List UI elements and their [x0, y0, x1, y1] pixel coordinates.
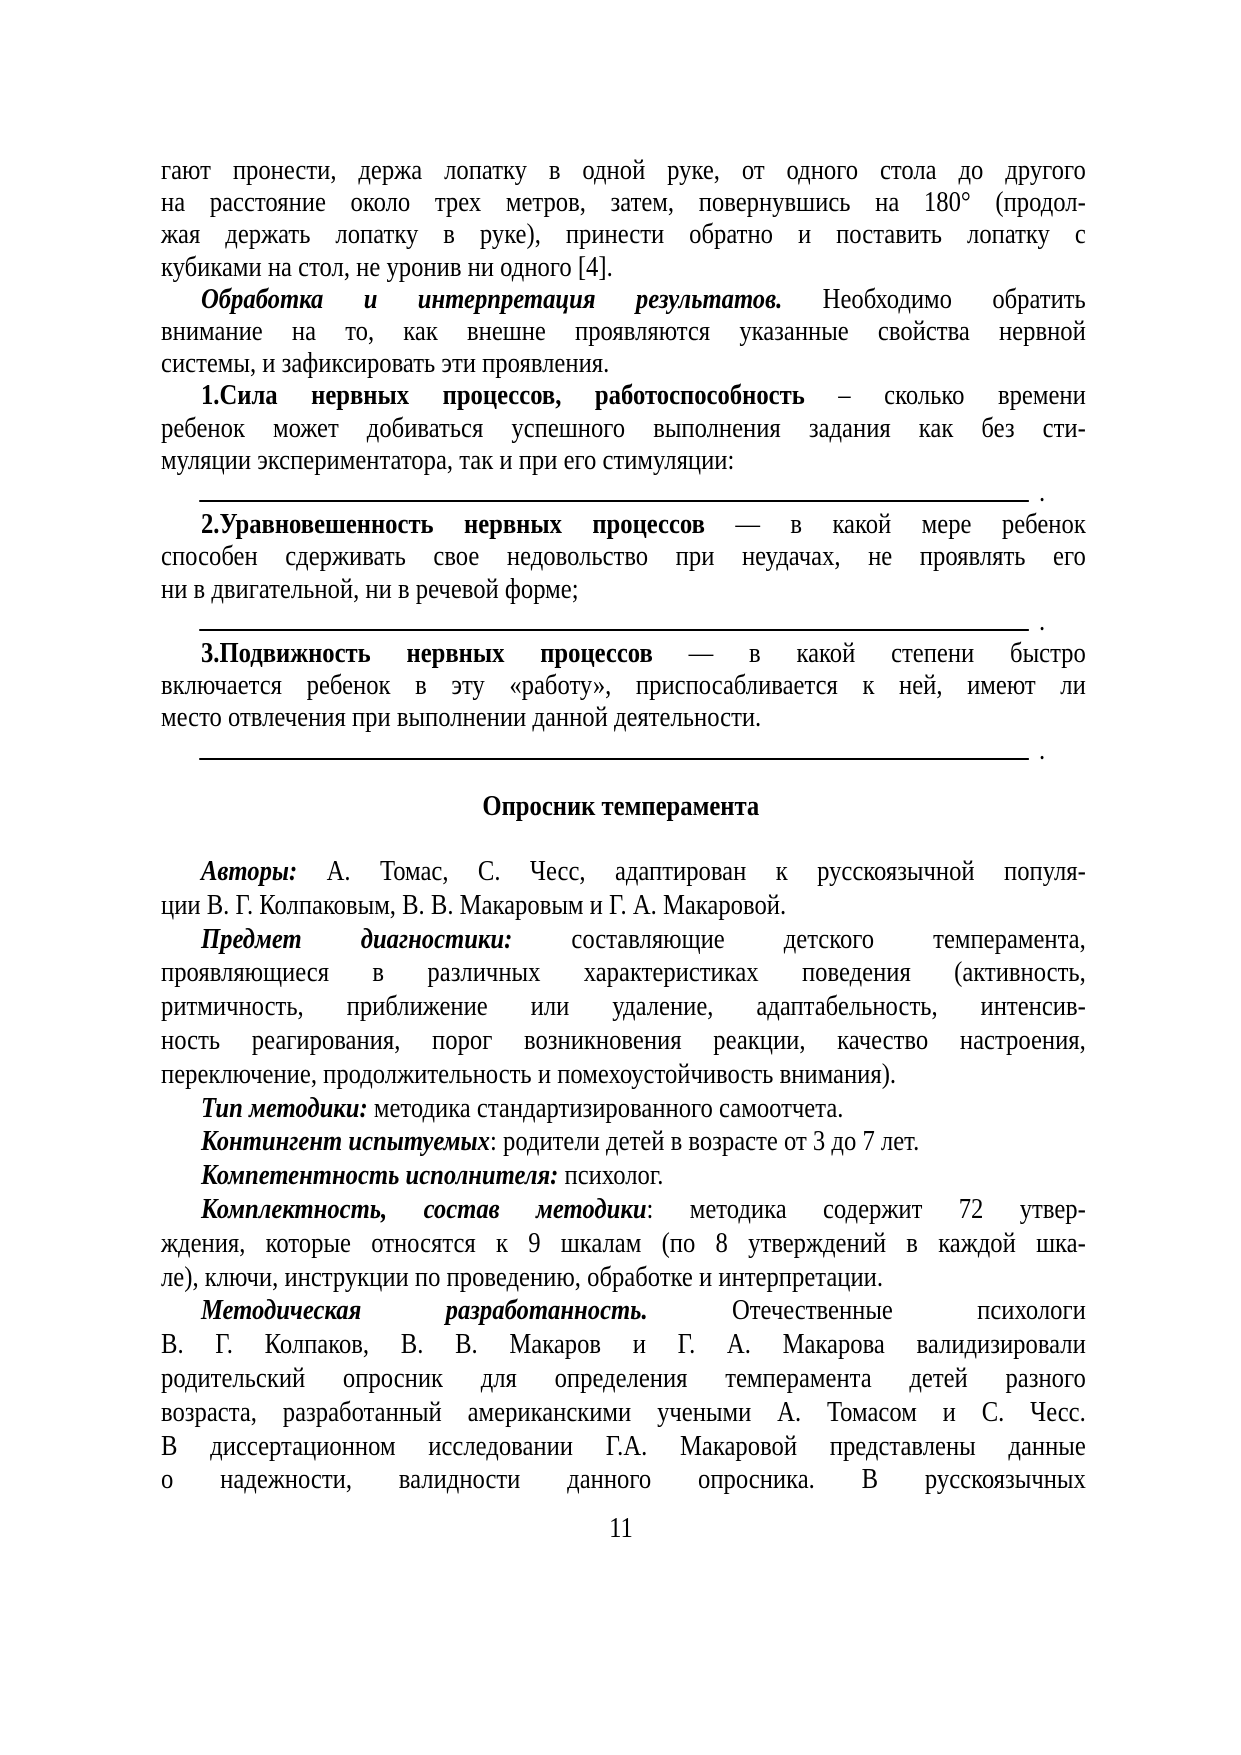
text-line [161, 923, 1086, 957]
text-line [161, 889, 1086, 923]
paragraph [161, 637, 1086, 734]
emphasized-run: Тип методики: [200, 1091, 368, 1124]
text-line [161, 540, 1086, 572]
text-line [161, 1125, 1086, 1159]
text-line [161, 669, 1086, 701]
text-line [161, 508, 1086, 540]
emphasized-run: Предмет диагностики: [200, 922, 513, 955]
text-run: — в какой мере ребенок [704, 508, 1086, 541]
text-run: ритмичность, приближение или удаление, адаптабельность, интенсив- [161, 990, 1086, 1023]
text-line [161, 412, 1086, 444]
text-run: на расстояние около трех метров, затем, повернувшись на 180° (продол- [161, 186, 1086, 219]
text-run: способен сдерживать свое недовольство при неудачах, не проявлять его [161, 540, 1086, 573]
text-line [161, 1430, 1086, 1464]
text-run: В. Г. Колпаков, В. В. Макаров и Г. А. Макарова валидизировали [161, 1328, 1086, 1361]
text-run: Необходимо обратить [782, 282, 1086, 315]
text-run: ле), ключи, инструкции по проведению, обработке и интерпретации. [161, 1260, 884, 1293]
emphasized-run: Компетентность исполнителя: [200, 1159, 559, 1192]
text-run: переключение, продолжительность и помехоустойчивость внимания). [161, 1057, 897, 1090]
text-line [161, 315, 1086, 347]
blank-end-punctuation: . [1039, 604, 1046, 637]
paragraph [161, 1193, 1086, 1294]
emphasized-run: 1.Сила нервных процессов, работоспособность [200, 379, 805, 412]
emphasized-run: Комплектность, состав методики [200, 1192, 647, 1225]
text-line [161, 347, 1086, 379]
text-line [161, 379, 1086, 411]
text-run: о надежности, валидности данного опросника. В русскоязычных [161, 1463, 1086, 1496]
text-run: методика стандартизированного самоотчета. [367, 1091, 844, 1124]
text-line [161, 990, 1086, 1024]
paragraph [161, 1294, 1086, 1497]
emphasized-run: Контингент испытуемых [200, 1125, 490, 1158]
emphasized-run: Методическая разработанность. [200, 1294, 648, 1327]
text-line [161, 251, 1086, 283]
text-run: гают пронести, держа лопатку в одной руке, от одного стола до другого [161, 154, 1086, 186]
text-line [161, 956, 1086, 990]
body-text-top [161, 154, 1086, 766]
text-run: — в какой степени быстро [652, 637, 1086, 670]
text-run: муляции экспериментатора, так и при его стимуляции: [161, 443, 735, 476]
page-number-text: 11 [608, 1512, 633, 1544]
paragraph [161, 923, 1086, 1092]
text-run: ность реагирования, порог возникновения реакции, качество настроения, [161, 1023, 1086, 1056]
emphasized-run: 3.Подвижность нервных процессов [200, 637, 653, 670]
text-run: включается ребенок в эту «работу», приспосабливается к ней, имеют ли [161, 669, 1086, 702]
text-line [161, 1294, 1086, 1328]
paragraph [161, 1159, 1086, 1193]
fill-in-rule [199, 629, 1029, 631]
text-line [161, 1092, 1086, 1126]
text-run: системы, и зафиксировать эти проявления. [161, 347, 610, 380]
text-run: ребенок может добиваться успешного выполнения задания как без сти- [161, 411, 1086, 444]
paragraph [161, 1092, 1086, 1126]
text-run: ждения, которые относятся к 9 шкалам (по 8 утверждений в каждой шка- [161, 1226, 1086, 1259]
text-run: : методика содержит 72 утвер- [646, 1192, 1086, 1225]
text-line [161, 573, 1086, 605]
answer-blank-line [161, 605, 1086, 637]
text-line [161, 1193, 1086, 1227]
text-run: – сколько времени [804, 379, 1086, 412]
blank-end-punctuation: . [1039, 476, 1046, 509]
text-run: проявляющиеся в различных характеристиках поведения (активность, [161, 956, 1086, 989]
text-run: кубиками на стол, не уронив ни одного [4]. [161, 250, 613, 283]
text-line [161, 218, 1086, 250]
text-run: ни в двигательной, ни в речевой форме; [161, 572, 579, 605]
text-run: жая держать лопатку в руке), принести обратно и поставить лопатку с [161, 218, 1086, 251]
answer-blank-line [161, 734, 1086, 766]
text-run: возраста, разработанный американскими учеными А. Томасом и С. Чесс. [161, 1395, 1086, 1428]
text-run: ции В. Г. Колпаковым, В. В. Макаровым и Г. А. Макаровой. [161, 888, 787, 921]
section-heading-text: Опросник темперамента [482, 790, 759, 822]
text-run: место отвлечения при выполнении данной деятельности. [161, 701, 762, 734]
fill-in-rule [199, 500, 1029, 502]
text-line [161, 1463, 1086, 1497]
paragraph [161, 1125, 1086, 1159]
text-line [161, 444, 1086, 476]
text-line [161, 1227, 1086, 1261]
text-line [161, 1261, 1086, 1295]
text-run: составляющие детского темперамента, [512, 922, 1086, 955]
text-line [161, 1159, 1086, 1193]
text-line [161, 186, 1086, 218]
paragraph [161, 379, 1086, 476]
text-run: А. Томас, С. Чесс, адаптирован к русскоязычной популя- [297, 855, 1086, 887]
text-line [161, 701, 1086, 733]
paragraph [161, 855, 1086, 923]
text-run: : родители детей в возрасте от 3 до 7 лет. [489, 1125, 920, 1158]
emphasized-run: Авторы: [200, 855, 298, 887]
blank-end-punctuation: . [1039, 733, 1046, 766]
paragraph [161, 283, 1086, 380]
paragraph [161, 154, 1086, 283]
section-heading [0, 788, 1241, 824]
text-line [161, 1362, 1086, 1396]
text-run: В диссертационном исследовании Г.А. Макаровой представлены данные [161, 1429, 1086, 1462]
text-run: родительский опросник для определения темперамента детей разного [161, 1361, 1086, 1394]
fill-in-rule [199, 758, 1029, 760]
text-run: Отечественные психологи [647, 1294, 1086, 1327]
text-line [161, 1024, 1086, 1058]
text-line [161, 283, 1086, 315]
text-line [161, 855, 1086, 889]
emphasized-run: 2.Уравновешенность нервных процессов [200, 508, 705, 541]
text-run: внимание на то, как внешне проявляются указанные свойства нервной [161, 315, 1086, 348]
paragraph [161, 508, 1086, 605]
emphasized-run: Обработка и интерпретация результатов. [200, 282, 783, 315]
text-line [161, 1396, 1086, 1430]
body-text-bottom [161, 855, 1086, 1497]
page-number [0, 1510, 1241, 1546]
text-line [161, 1058, 1086, 1092]
text-line [161, 1328, 1086, 1362]
text-line [161, 154, 1086, 186]
answer-blank-line [161, 476, 1086, 508]
text-run: психолог. [558, 1159, 664, 1192]
text-line [161, 637, 1086, 669]
